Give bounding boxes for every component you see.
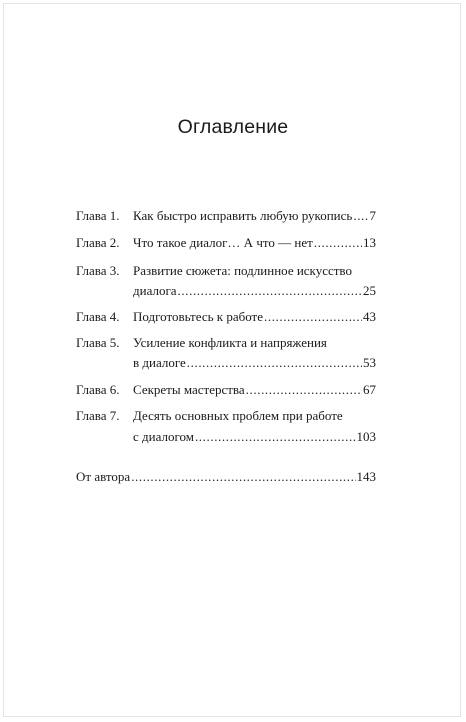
page-number: 53: [363, 355, 376, 370]
page-number: 143: [356, 469, 376, 484]
toc-entry-author-note[interactable]: [76, 469, 376, 485]
leader-dots: [246, 383, 362, 396]
leader-dots: [195, 430, 356, 443]
page-number: 43: [363, 309, 376, 324]
chapter-title-line-2: диалога: [133, 283, 177, 298]
chapter-label: Глава 5.: [76, 335, 120, 350]
leader-dots: [178, 284, 362, 297]
page-number: 67: [363, 382, 376, 397]
leader-dots: [187, 356, 362, 369]
chapter-label: Глава 3.: [76, 263, 120, 278]
toc-line: [133, 284, 376, 297]
leader-dots: [264, 310, 362, 323]
chapter-label: Глава 1.: [76, 208, 120, 223]
chapter-label: Глава 2.: [76, 235, 120, 250]
page-number: 13: [363, 235, 376, 250]
chapter-title: Подготовьтесь к работе: [133, 309, 263, 324]
leader-dots: [353, 209, 368, 222]
toc-line: [133, 383, 376, 396]
chapter-title: Как быстро исправить любую рукопись: [133, 208, 353, 223]
toc-line: [133, 209, 376, 222]
chapter-title-line-1: Развитие сюжета: подлинное искусство: [133, 263, 352, 278]
toc-line: [133, 356, 376, 369]
author-note-title: От автора: [76, 469, 131, 484]
chapter-title-line-2: с диалогом: [133, 429, 194, 444]
toc-line: [133, 310, 376, 323]
chapter-title: Что такое диалог… А что — нет: [133, 235, 313, 250]
chapter-title-line-2: в диалоге: [133, 355, 186, 370]
page-title: Оглавление: [177, 116, 289, 138]
leader-dots: [314, 236, 362, 249]
page-number: 7: [369, 208, 376, 223]
chapter-label: Глава 6.: [76, 382, 120, 397]
chapter-title: Секреты мастерства: [133, 382, 245, 397]
chapter-title-line-1: Десять основных проблем при работе: [133, 408, 343, 423]
toc-line: [133, 430, 376, 443]
page-number: 25: [363, 283, 376, 298]
chapter-label: Глава 7.: [76, 408, 120, 423]
chapter-title-line-1: Усиление конфликта и напряжения: [133, 335, 327, 350]
chapter-label: Глава 4.: [76, 309, 120, 324]
leader-dots: [131, 469, 355, 485]
toc-line: [133, 236, 376, 249]
page-number: 103: [356, 429, 376, 444]
